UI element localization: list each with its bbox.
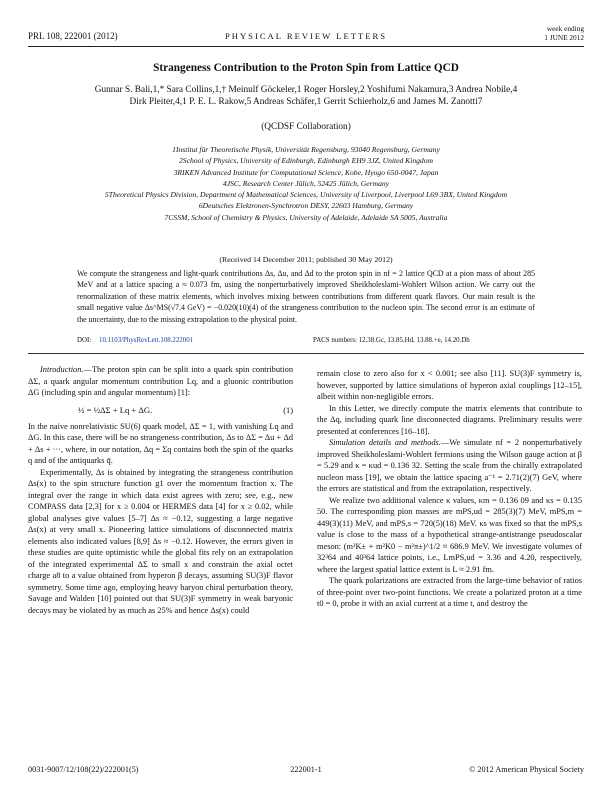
simulation-paragraph: [317, 437, 582, 495]
abstract: We compute the strangeness and light-quark contributions Δs, Δu, and Δd to the proton spin in nf = 2 lattice QCD at a pion mass of about 285 MeV and at a lattice spacing a ≈ 0.073 fm, using the nonperturbatively improved Sheikholeslami-Wohlert Wilson action. We carry out the renormalization of these matrix elements, which involves mixing between contributions from different quark flavors. Our main result is the small negative value Δs^MS(√7.4 GeV) = −0.020(10)(4) of the strangeness contribution to the nucleon spin. The second error is an estimate of the uncertainty, due to the missing extrapolation to the physical point.: [77, 269, 535, 324]
affiliation-4: 4JSC, Research Center Jülich, 52425 Jülich, Germany: [222, 178, 390, 188]
abstract-rule: [28, 353, 584, 354]
equation-1-number: (1): [283, 405, 293, 415]
equation-1: [28, 402, 293, 419]
right-column: [317, 368, 582, 610]
author-list: [50, 84, 562, 108]
affiliations: [20, 144, 592, 223]
page-number: 222001-1: [290, 765, 322, 774]
week-ending-label: week ending: [546, 24, 584, 33]
doi-link[interactable]: 10.1103/PhysRevLett.108.222001: [99, 337, 194, 344]
intro-paragraph: [28, 364, 293, 399]
authors-line-2: Dirk Pleiter,4,1 P. E. L. Rakow,5 Andreas Schäfer,1 Gerrit Schierholz,6 and James M. Zanotti7: [129, 97, 483, 107]
polarization-paragraph: The quark polarizations are extracted from the large-time behavior of ratios of three-point over two-point functions. We create a polarized proton at a time t0 = 0, probe it with an axial current at a time t, and destroy the: [317, 576, 582, 608]
authors-line-1: Gunnar S. Bali,1,* Sara Collins,1,† Meinulf Göckeler,1 Roger Horsley,2 Yoshifumi Nakamura,3 Andrea Nobile,4: [94, 85, 518, 95]
affiliation-5: 5Theoretical Physics Division, Department of Mathematical Sciences, University of Liverpool, Liverpool L69 3BX, United Kingdom: [104, 190, 508, 200]
affiliation-3: 3RIKEN Advanced Institute for Computational Science, Kobe, Hyogo 650-0047, Japan: [173, 167, 439, 177]
continuation-paragraph: remain close to zero also for x < 0.001; see also [11]. SU(3)F symmetry is, however, supported by lattice simulations of hyperon axial couplings [12–15], albeit within non-negligible errors.: [317, 369, 582, 401]
su6-paragraph: In the naive nonrelativistic SU(6) quark model, ΔΣ = 1, with vanishing Lq and ΔG. In this case, there will be no strangeness contribution, Δs to ΔΣ = Δu + Δd + Δs + ···, where, in our notation, Δq = Σq contains both the spin of the quarks q and of the antiquarks q̄.: [28, 421, 293, 465]
valence-paragraph: We realize two additional valence κ values, κm = 0.136 09 and κs = 0.135 50. The corresponding pion masses are mPS,ud = 285(3)(7) MeV, mPS,m = 449(3)(11) MeV, and mPS,s = 720(5)(18) MeV. κs was fixed so that the mPS,s value is close to the mass of a hypothetical strange-antistrange pseudoscalar meson: (m²K± + m²K0 − m²π±)^1/2 ≈ 686.9 MeV. We investigate volumes of 32³64 and 40³64 lattice points, i.e., LmPS,ud = 3.36 and 4.20, respectively, where the largest spatial lattice extent is L ≈ 2.91 fm.: [317, 495, 582, 574]
article-code: 0031-9007/12/108(22)/222001(5): [28, 765, 139, 774]
intro-text: —The proton spin can be split into a quark spin contribution ΔΣ, a quark angular momentum contribution Lq, and a gluonic contribution ΔG (including spin and angular momentum) [1]:: [28, 365, 293, 397]
affiliation-7: 7CSSM, School of Chemistry & Physics, University of Adelaide, Adelaide SA 5005, Australia: [164, 212, 448, 222]
received-dates: (Received 14 December 2011; published 30 May 2012): [219, 255, 393, 264]
left-column: [28, 364, 293, 616]
simulation-heading: Simulation details and methods.: [329, 438, 441, 447]
experimental-paragraph: Experimentally, Δs is obtained by integrating the strangeness contribution Δs(x) to the spin structure function g1 over the momentum fraction x. The integral over the range in which data exist agrees with zero; see, e.g., new COMPASS data [2,3] for x ≥ 0.004 or HERMES data [4] for x ≥ 0.02, while global analyses give values [5–7] Δs ≈ −0.12, suggesting a large negative Δs(x) at very small x. Pioneering lattice simulations of disconnected matrix elements also indicated values [8,9] Δs ≈ −0.12. However, the errors given in these studies are quite optimistic while the global fits rely on an extrapolation of the integrated experimental ΔΣ to small x and constrain the axial octet charge a8 to a value obtained from hyperon β decays, assuming SU(3)F flavor symmetry. Some time ago, employing heavy baryon chiral perturbation theory, Savage and Walden [10] pointed out that SU(3)F symmetry in weak baryonic decays may be violated by as much as 25% and hence Δs(x) could: [28, 467, 293, 615]
this-letter-paragraph: In this Letter, we directly compute the matrix elements that contribute to the Δq, including quark line disconnected diagrams. Preliminary results were presented at conferences [16–18].: [317, 403, 582, 436]
journal-reference: PRL 108, 222001 (2012): [28, 31, 118, 41]
equation-1-body: ½ = ½ΔΣ + Lq + ΔG.: [78, 404, 153, 415]
simulation-text: —We simulate nf = 2 nonperturbatively improved Sheikholeslami-Wohlert fermions using the Wilson gauge action at β = 5.29 and κ = κud = 0.136 32. Setting the scale from the chirally extrapolated nucleon mass [19], we obtain the lattice spacing a⁻¹ = 2.71(2)(7) GeV, where the errors are statistical and from the extrapolation, respectively.: [317, 438, 582, 493]
affiliation-2: 2School of Physics, University of Edinburgh, Edinburgh EH9 3JZ, United Kingdom: [178, 156, 434, 166]
collaboration-name: (QCDSF Collaboration): [261, 122, 351, 132]
issue-date: 1 JUNE 2012: [544, 33, 584, 42]
paper-title: Strangeness Contribution to the Proton Spin from Lattice QCD: [153, 62, 459, 74]
journal-name: PHYSICAL REVIEW LETTERS: [224, 31, 387, 41]
affiliation-1: 1Institut für Theoretische Physik, Universität Regensburg, 93040 Regensburg, Germany: [172, 145, 440, 154]
header-rule: [28, 46, 584, 47]
intro-heading: Introduction.: [40, 365, 84, 374]
copyright: © 2012 American Physical Society: [469, 765, 584, 774]
affiliation-6: 6Deutsches Elektronen-Synchrotron DESY, 22603 Hamburg, Germany: [198, 201, 414, 211]
doi-pacs-line: [77, 337, 535, 344]
issue-date-block: [544, 24, 584, 42]
page-header: [28, 22, 584, 44]
pacs-numbers: PACS numbers: 12.38.Gc, 13.85.Hd, 13.88.+e, 14.20.Dh: [313, 337, 470, 344]
doi-label: DOI:: [77, 337, 92, 344]
